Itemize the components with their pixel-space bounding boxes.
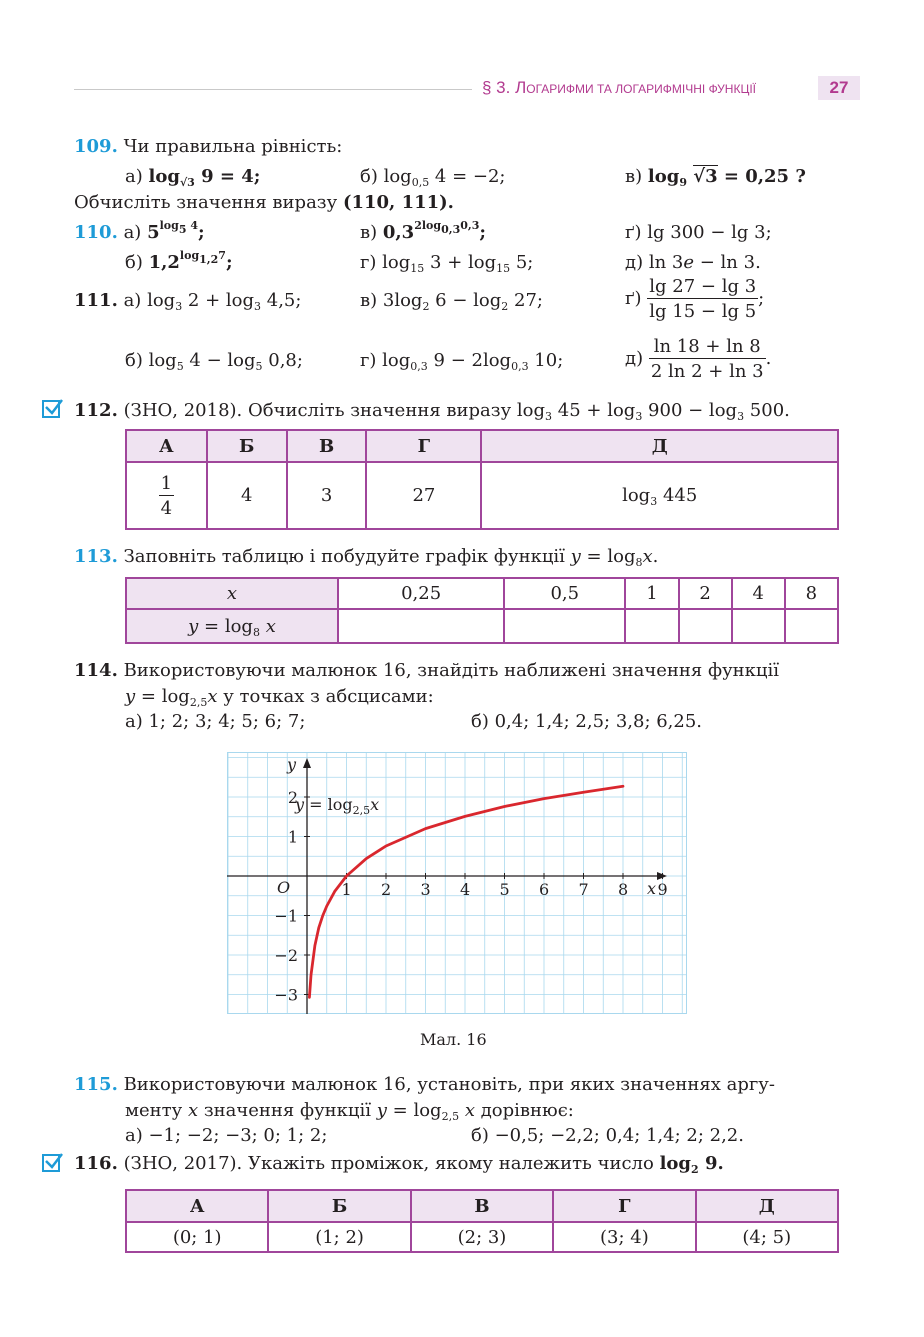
- x-value: 1: [625, 578, 678, 609]
- y-axis-arrow: [303, 758, 311, 768]
- y-cell: [338, 609, 504, 643]
- section-number: § 3.: [482, 78, 511, 97]
- item-label: а): [123, 290, 142, 311]
- x-tick-label: 2: [381, 880, 392, 899]
- item-label: д): [625, 348, 644, 369]
- problem-109-a: а) $\log_{√3} 9 = 4$;: [125, 166, 261, 189]
- header-cell: Д: [481, 430, 838, 462]
- checkbox-icon: [42, 1154, 60, 1172]
- item-label: б): [125, 350, 143, 371]
- header-cell: В: [287, 430, 367, 462]
- problem-115-line2: менту x значення функції $y = \log_{2,5} x$ дорівнює:: [125, 1100, 574, 1123]
- chapter-title-rest: ОГАРИФМИ ТА ЛОГАРИФМІЧНІ ФУНКЦІЇ: [526, 82, 756, 96]
- problem-text: Чи правильна рівність:: [123, 136, 343, 157]
- problem-110-b: б) $1,2^{log_{1,2}7}$;: [125, 249, 233, 273]
- instruction-refs: (110, 111).: [342, 192, 454, 213]
- item-label: а): [123, 222, 142, 243]
- header-cell: Б: [268, 1190, 410, 1222]
- value-table-113: [125, 577, 839, 644]
- problem-111-v: в) $3\log_2$ $6 - \log_2 27$;: [360, 290, 543, 313]
- y-cell: [625, 609, 678, 643]
- y-tick-label: −1: [274, 906, 298, 926]
- problem-number: 116.: [74, 1153, 118, 1174]
- item-label: ґ): [625, 222, 642, 243]
- problem-114-line2: $y = \log_{2,5}x$ у точках з абсцисами:: [125, 686, 434, 709]
- y-tick-label: −2: [274, 946, 298, 965]
- item-label: в): [360, 222, 378, 243]
- problem-110-d: д) ln 3e − ln 3.: [625, 252, 761, 273]
- answer-cell: (0; 1): [126, 1222, 268, 1252]
- problem-text: менту: [125, 1100, 183, 1121]
- header-cell: Г: [553, 1190, 695, 1222]
- answer-cell: 27: [366, 462, 481, 529]
- problem-111-a: 111. а) $\log_3 2 + \log_3 4,5$;: [74, 290, 302, 313]
- problem-text: Заповніть таблицю і побудуйте графік функції: [123, 546, 565, 567]
- problem-114-b: б) 0,4; 1,4; 2,5; 3,8; 6,25.: [471, 711, 703, 732]
- problem-109-b: б) $\log_{0,5} 4 = -2$;: [360, 166, 506, 189]
- y-cell: [732, 609, 785, 643]
- x-value: 0,5: [504, 578, 625, 609]
- answer-cell: $\log_3 445$: [481, 462, 838, 529]
- x-value: 4: [732, 578, 785, 609]
- x-tick-label: 5: [499, 880, 510, 899]
- problem-109-c: в) $\log_9 √3 = 0,25$ ?: [625, 166, 806, 189]
- running-header: [482, 78, 756, 98]
- header-rule: [74, 89, 472, 90]
- item-label: д): [625, 252, 644, 273]
- problem-110-g2: ґ) lg 300 − lg 3;: [625, 222, 772, 243]
- problem-114-a: а) 1; 2; 3; 4; 5; 6; 7;: [125, 711, 306, 732]
- header-cell: В: [411, 1190, 553, 1222]
- y-header: $y = \log_8 x$: [126, 609, 338, 643]
- header-cell: А: [126, 430, 207, 462]
- answer-cell: (3; 4): [553, 1222, 695, 1252]
- instruction-text: Обчисліть значення виразу: [74, 192, 338, 213]
- fraction-numerator: 1: [160, 472, 173, 494]
- problem-text: (ЗНО, 2017). Укажіть проміжок, якому належить число: [123, 1153, 654, 1174]
- problem-number: 110.: [74, 222, 118, 243]
- item-label: г): [360, 350, 377, 371]
- function-graph: [227, 752, 687, 1014]
- page-number-box: [818, 76, 860, 100]
- answer-cell: (1; 2): [268, 1222, 410, 1252]
- problem-text: значення функції: [203, 1100, 372, 1121]
- problem-110-g: г) $\log_{15} 3 + \log_{15} 5$;: [360, 252, 534, 275]
- problem-110-v: в) $0,3^{2log_{0,3}0,3}$;: [360, 219, 487, 243]
- y-tick-label: −3: [274, 985, 298, 1005]
- instruction-110-111: [74, 192, 454, 213]
- answer-cell: 3: [287, 462, 367, 529]
- header-cell: Д: [696, 1190, 838, 1222]
- item-label: в): [360, 290, 378, 311]
- x-axis-label: x: [647, 879, 657, 898]
- answer-cell: (2; 3): [411, 1222, 553, 1252]
- answer-cell: [126, 462, 207, 529]
- problem-number: 113.: [74, 546, 118, 567]
- x-tick-label: 9: [657, 880, 668, 899]
- problem-110-a: 110. а) $5^{log_5 4}$;: [74, 219, 205, 243]
- answer-table-116: [125, 1189, 839, 1253]
- item-label: г): [360, 252, 377, 273]
- problem-111-d: д) $\frac{\ln 18 + \ln 8}{2 \ln 2 + \ln 3}$ .: [625, 336, 772, 382]
- item-label: а): [125, 166, 143, 187]
- figure-caption: Мал. 16: [420, 1030, 487, 1049]
- x-value: 0,25: [338, 578, 504, 609]
- x-tick-label: 3: [420, 880, 431, 899]
- y-cell: [679, 609, 732, 643]
- page-number: 27: [829, 78, 849, 97]
- x-tick-label: 4: [460, 880, 471, 899]
- x-tick-label: 7: [578, 880, 589, 899]
- problem-text: Використовуючи малюнок 16, установіть, при яких значеннях аргу-: [123, 1074, 775, 1095]
- y-cell: [785, 609, 838, 643]
- answer-cell: 4: [207, 462, 287, 529]
- item-label: б): [125, 252, 143, 273]
- problem-111-g2: ґ) $\frac{\lg 27 - \lg 3}{\lg 15 - \lg 5}$ ;: [625, 276, 765, 322]
- y-axis-label: y: [287, 755, 297, 774]
- problem-number: 114.: [74, 660, 118, 681]
- problem-111-g: г) $\log_{0,3} 9 - 2\log_{0,3}$ 10;: [360, 350, 564, 373]
- problem-114-line1: [74, 660, 779, 681]
- x-value: 2: [679, 578, 732, 609]
- problem-number: 112.: [74, 400, 118, 421]
- x-tick-label: 8: [618, 880, 629, 899]
- x-value: 8: [785, 578, 838, 609]
- problem-number: 115.: [74, 1074, 118, 1095]
- problem-111-b: б) $\log_5 4 - \log_5 0,8$;: [125, 350, 303, 373]
- y-tick-label: 1: [287, 827, 298, 847]
- problem-text: Використовуючи малюнок 16, знайдіть наближені значення функції: [123, 660, 780, 681]
- answer-cell: (4; 5): [696, 1222, 838, 1252]
- problem-115-line1: [74, 1074, 775, 1095]
- answer-table-112: [125, 429, 839, 530]
- problem-115-a: а) −1; −2; −3; 0; 1; 2;: [125, 1125, 328, 1146]
- header-cell: Г: [366, 430, 481, 462]
- curve-label: $y = \log_{2,5}x$: [295, 795, 380, 817]
- problem-113: 113. Заповніть таблицю і побудуйте графік функції $y = \log_8x$.: [74, 546, 659, 569]
- answer-value: 445: [662, 485, 698, 506]
- header-cell: А: [126, 1190, 268, 1222]
- problem-109: [74, 136, 342, 157]
- problem-116: 116. (ЗНО, 2017). Укажіть проміжок, якому належить число $\log_2 9$.: [74, 1153, 724, 1176]
- problem-text: у точках з абсцисами:: [223, 686, 434, 707]
- problem-number: 111.: [74, 290, 118, 311]
- origin-label: O: [277, 878, 291, 897]
- problem-text: (ЗНО, 2018). Обчисліть значення виразу: [123, 400, 512, 421]
- x-tick-label: 6: [539, 880, 550, 899]
- chapter-title-initial: Л: [515, 78, 527, 97]
- problem-text: дорівнює:: [480, 1100, 574, 1121]
- item-label: в): [625, 166, 643, 187]
- y-tick-label: 2: [287, 788, 298, 807]
- x-tick-label: 1: [341, 880, 352, 899]
- problem-115-b: б) −0,5; −2,2; 0,4; 1,4; 2; 2,2.: [471, 1125, 744, 1146]
- item-label: ґ): [625, 288, 642, 309]
- fraction-denominator: 4: [160, 497, 173, 519]
- y-cell: [504, 609, 625, 643]
- problem-112: 112. (ЗНО, 2018). Обчисліть значення виразу $\log_3 45 + \log_3 900 - \log_3 500$.: [74, 400, 790, 423]
- item-label: б): [360, 166, 378, 187]
- x-header: x: [126, 578, 338, 609]
- header-cell: Б: [207, 430, 287, 462]
- checkbox-icon: [42, 400, 60, 418]
- problem-number: 109.: [74, 136, 118, 157]
